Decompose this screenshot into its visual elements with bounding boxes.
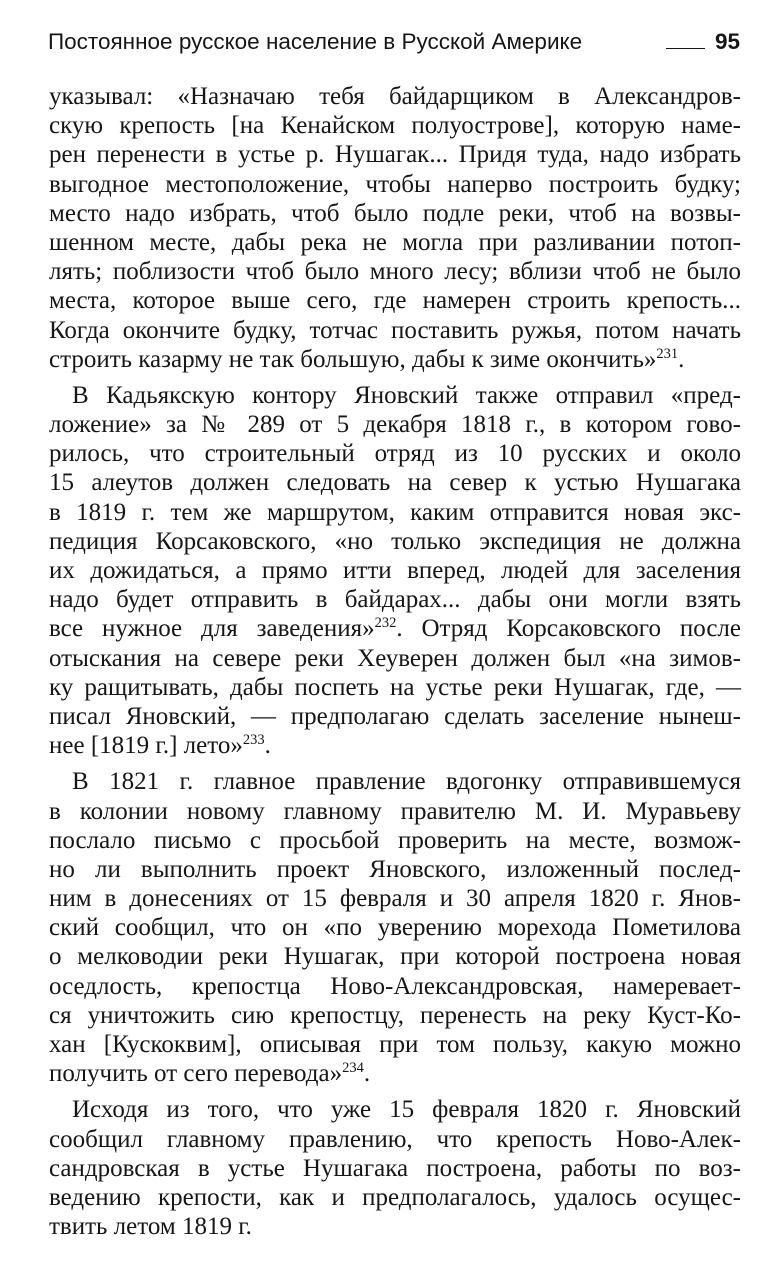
line-text: оседлость, крепостца Ново-Александровская, намеревает- <box>49 972 741 1000</box>
line-text: ку ращитывать, дабы поспеть на устье реки Нушагак, где, — <box>49 673 741 701</box>
text-line <box>49 316 741 345</box>
line-text: в 1819 г. тем же маршрутом, каким отправится новая экс- <box>49 498 741 526</box>
line-text: все нужное для заведения» <box>49 615 375 643</box>
line-text: сообщил главному правлению, что крепость Ново-Алек- <box>49 1125 741 1153</box>
running-header <box>48 24 740 60</box>
line-text: строить казарму не так большую, дабы к зиме окончить» <box>49 345 657 373</box>
line-text: выгодное местоположение, чтобы наперво построить будку; <box>49 170 741 198</box>
text-line <box>49 140 741 169</box>
footnote-ref: 233 <box>242 732 265 749</box>
text-line <box>49 1059 741 1088</box>
text-line <box>49 913 741 942</box>
line-text: надо будет отправить в байдарах... дабы они могли взять <box>49 586 741 614</box>
text-line <box>49 797 741 826</box>
line-text: 15 алеутов должен следовать на север к устью Нушагака <box>49 469 741 497</box>
line-text: твить летом 1819 г. <box>49 1213 252 1241</box>
line-text: скую крепость [на Кенайском полуострове], которую наме- <box>49 112 741 140</box>
line-text: место надо избрать, чтоб было подле реки, чтоб на возвы- <box>49 199 741 227</box>
text-line <box>49 1154 741 1183</box>
footnote-ref: 232 <box>374 615 397 632</box>
text-line <box>49 884 741 913</box>
line-text-continued: . <box>264 732 271 760</box>
text-line <box>49 673 741 702</box>
line-text: о мелководии реки Нушагак, при которой построена новая <box>49 943 741 971</box>
line-text: ский сообщил, что он «по уверению морехода Пометилова <box>49 914 741 942</box>
text-line <box>49 1183 741 1212</box>
line-text-continued: . <box>363 1060 371 1088</box>
line-text: ним в донесениях от 15 февраля и 30 апреля 1820 г. Янов- <box>49 885 741 913</box>
line-text: писал Яновский, — предполагаю сделать заселение нынеш- <box>49 702 741 730</box>
text-line <box>49 1030 741 1059</box>
line-text-continued: . Отряд Корсаковского после <box>396 615 741 643</box>
paragraph <box>49 381 741 760</box>
text-line <box>49 228 741 257</box>
footnote-ref: 231 <box>656 345 679 362</box>
line-text: хан [Кускоквим], описывая при том пользу, какую можно <box>49 1031 741 1058</box>
text-line <box>49 702 741 731</box>
text-line <box>49 826 741 855</box>
line-text: лять; поблизости чтоб было много лесу; вблизи чтоб не было <box>49 258 741 286</box>
line-text: послало письмо с просьбой проверить на месте, возмож- <box>49 826 741 854</box>
line-text: получить от сего перевода» <box>49 1060 343 1088</box>
text-line <box>49 286 741 315</box>
text-line <box>49 527 741 556</box>
line-text: нее [1819 г.] лето» <box>49 732 243 760</box>
header-rule <box>666 48 705 49</box>
text-line <box>49 381 741 410</box>
line-text: сандровская в устье Нушагака построена, работы по воз- <box>49 1154 741 1182</box>
text-line <box>49 199 741 228</box>
paragraph-gap <box>49 1088 741 1095</box>
text-line <box>49 556 741 585</box>
text-line <box>49 585 741 614</box>
paragraph <box>49 82 741 374</box>
line-text: Исходя из того, что уже 15 февраля 1820 г. Яновский <box>72 1096 741 1124</box>
text-line <box>49 410 741 439</box>
text-line <box>49 82 741 111</box>
line-text: Когда окончите будку, тотчас поставить ружья, потом начать <box>49 316 741 344</box>
text-line <box>49 1095 741 1124</box>
body-text <box>49 82 741 1241</box>
text-line <box>49 468 741 497</box>
text-line <box>49 942 741 971</box>
line-text: отыскания на севере реки Хеуверен должен был «на зимов- <box>49 644 741 672</box>
paragraph-gap <box>49 760 741 767</box>
text-line <box>49 614 741 643</box>
text-line <box>49 345 741 374</box>
line-text-continued: . <box>678 345 685 373</box>
text-line <box>49 439 741 468</box>
text-line <box>49 111 741 140</box>
footnote-ref: 234 <box>342 1060 364 1077</box>
line-text: В 1821 г. главное правление вдогонку отправившемуся <box>72 768 741 796</box>
line-text: их дожидаться, а прямо итти вперед, людей для заселения <box>49 557 741 584</box>
text-line <box>49 257 741 286</box>
text-line <box>49 1125 741 1154</box>
line-text: указывал: «Назначаю тебя байдарщиком в Александров- <box>49 83 741 110</box>
line-text: но ли выполнить проект Яновского, изложенный послед- <box>49 855 741 883</box>
paragraph <box>49 1095 741 1241</box>
line-text: в колонии новому главному правителю М. И. Муравьеву <box>49 797 741 825</box>
line-text: шенном месте, дабы река не могла при разливании потоп- <box>49 228 741 256</box>
line-text: В Кадьякскую контору Яновский также отправил «пред- <box>72 381 741 409</box>
line-text: ложение» за № 289 от 5 декабря 1818 г., в котором гово- <box>49 411 741 439</box>
text-line <box>49 767 741 796</box>
line-text: педиция Корсаковского, «но только экспедиция не должна <box>49 527 741 555</box>
text-line <box>49 855 741 884</box>
line-text: рен перенести в устье р. Нушагак... Придя туда, надо избрать <box>49 141 741 169</box>
line-text: ведению крепости, как и предполагалось, удалось осущес- <box>49 1183 741 1211</box>
text-line <box>49 972 741 1001</box>
page-number: 95 <box>714 29 740 54</box>
text-line <box>49 731 741 760</box>
line-text: ся уничтожить сию крепостцу, перенесть на реку Куст-Ко- <box>49 1001 741 1029</box>
text-line <box>49 1001 741 1030</box>
paragraph <box>49 767 741 1088</box>
text-line <box>49 644 741 673</box>
text-line <box>49 1212 741 1241</box>
running-title: Постоянное русское население в Русской Америке <box>48 29 583 54</box>
text-line <box>49 170 741 199</box>
paragraph-gap <box>49 374 741 381</box>
line-text: места, которое выше сего, где намерен строить крепость... <box>49 287 741 315</box>
text-line <box>49 498 741 527</box>
line-text: рилось, что строительный отряд из 10 русских и около <box>49 440 741 468</box>
